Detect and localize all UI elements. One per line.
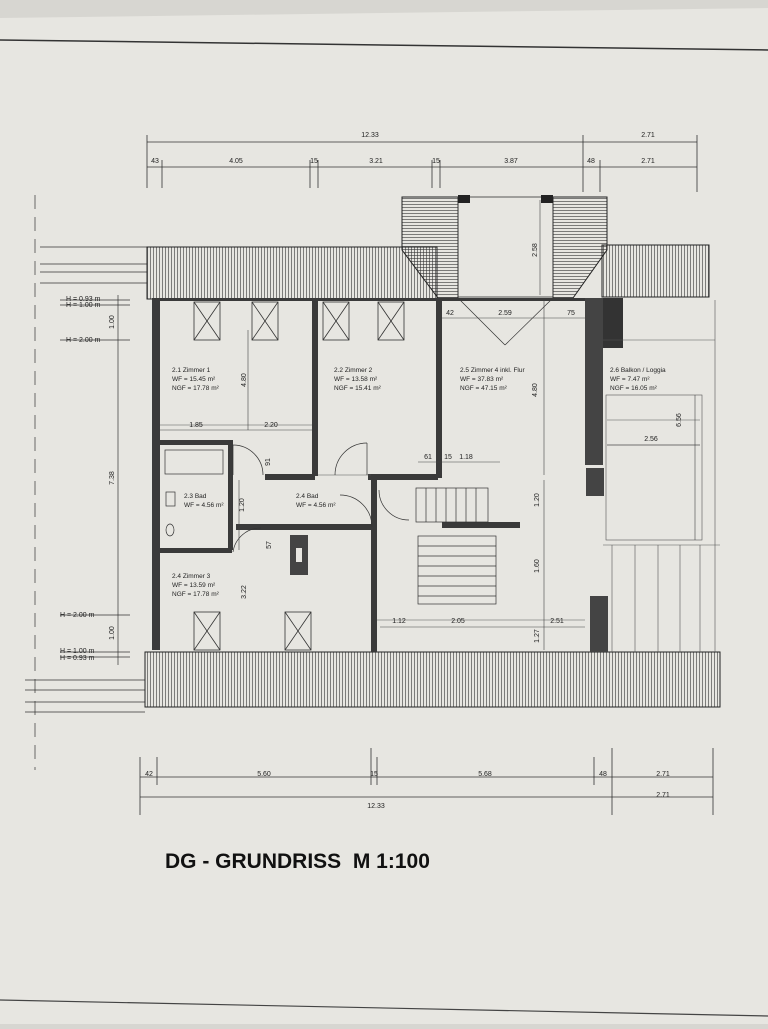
inner-dim: 57 (266, 541, 273, 549)
inner-dim: 2.51 (550, 618, 564, 625)
inner-dim: 1.12 (392, 618, 406, 625)
room-wf: WF = 7.47 m² (610, 376, 650, 383)
height-label: H = 1.00 m (66, 302, 101, 309)
top-dim-seg: 15 (310, 158, 318, 165)
inner-dim: 2.59 (498, 310, 512, 317)
room-wf: WF = 13.58 m² (334, 376, 378, 383)
room-name: 2.2 Zimmer 2 (334, 367, 373, 374)
inner-dim: 2.20 (264, 422, 278, 429)
top-dim-seg: 48 (587, 158, 595, 165)
left-dim: 1.00 (109, 626, 116, 640)
inner-dim: 15 (444, 454, 452, 461)
height-label: H = 1.00 m (60, 648, 95, 655)
room-ngf: NGF = 16.05 m² (610, 385, 657, 392)
bottom-dim-seg: 42 (145, 771, 153, 778)
inner-dim: 61 (424, 454, 432, 461)
room-ngf: NGF = 17.78 m² (172, 591, 219, 598)
room-name: 2.6 Balkon / Loggia (610, 367, 666, 374)
bottom-dim-seg: 2.71 (656, 771, 670, 778)
room-ngf: NGF = 15.41 m² (334, 385, 381, 392)
room-ngf: NGF = 47.15 m² (460, 385, 507, 392)
top-dim-seg: 43 (151, 158, 159, 165)
room-wf: WF = 4.56 m² (184, 502, 224, 509)
inner-dim: 1.18 (459, 454, 473, 461)
top-dim-seg: 2.71 (641, 158, 655, 165)
inner-dim: 1.20 (239, 498, 246, 512)
plan-title: DG - GRUNDRISS M 1:100 (165, 850, 430, 873)
height-label: H = 2.00 m (66, 337, 101, 344)
bottom-dim-seg: 5.60 (257, 771, 271, 778)
room-name: 2.4 Bad (296, 493, 319, 500)
room-ngf: NGF = 17.78 m² (172, 385, 219, 392)
inner-dim: 75 (567, 310, 575, 317)
left-dim: 7.38 (109, 471, 116, 485)
top-dim-seg: 3.87 (504, 158, 518, 165)
bottom-overall-right-dim: 2.71 (656, 792, 670, 799)
height-label: H = 2.00 m (60, 612, 95, 619)
height-label: H = 0.93 m (60, 655, 95, 662)
room-wf: WF = 37.83 m² (460, 376, 504, 383)
inner-dim: 3.22 (241, 585, 248, 599)
room-wf: WF = 13.59 m² (172, 582, 216, 589)
bottom-dim-seg: 48 (599, 771, 607, 778)
top-overall-right-dim: 2.71 (641, 132, 655, 139)
inner-dim: 2.56 (644, 436, 658, 443)
inner-dim: 4.80 (241, 373, 248, 387)
room-name: 2.4 Zimmer 3 (172, 573, 211, 580)
bottom-overall-dim: 12.33 (367, 803, 385, 810)
inner-dim: 4.80 (532, 383, 539, 397)
inner-dim: 42 (446, 310, 454, 317)
room-name: 2.1 Zimmer 1 (172, 367, 211, 374)
top-dim-seg: 15 (432, 158, 440, 165)
top-dim-seg: 3.21 (369, 158, 383, 165)
room-wf: WF = 4.56 m² (296, 502, 336, 509)
left-dim: 1.00 (109, 315, 116, 329)
top-overall-dim: 12.33 (361, 132, 379, 139)
inner-dim: 2.05 (451, 618, 465, 625)
height-label: H = 0.93 m (66, 296, 101, 303)
inner-dim: 2.58 (532, 243, 539, 257)
bottom-dim-seg: 15 (370, 771, 378, 778)
room-name: 2.3 Bad (184, 493, 207, 500)
inner-dim: 1.60 (534, 559, 541, 573)
inner-dim: 1.85 (189, 422, 203, 429)
top-dim-seg: 4.05 (229, 158, 243, 165)
inner-dim: 1.20 (534, 493, 541, 507)
room-name: 2.5 Zimmer 4 inkl. Flur (460, 367, 525, 374)
inner-dim: 91 (265, 458, 272, 466)
inner-dim: 6.56 (676, 413, 683, 427)
inner-dim: 1.27 (534, 629, 541, 643)
bottom-dim-seg: 5.68 (478, 771, 492, 778)
room-wf: WF = 15.45 m² (172, 376, 216, 383)
